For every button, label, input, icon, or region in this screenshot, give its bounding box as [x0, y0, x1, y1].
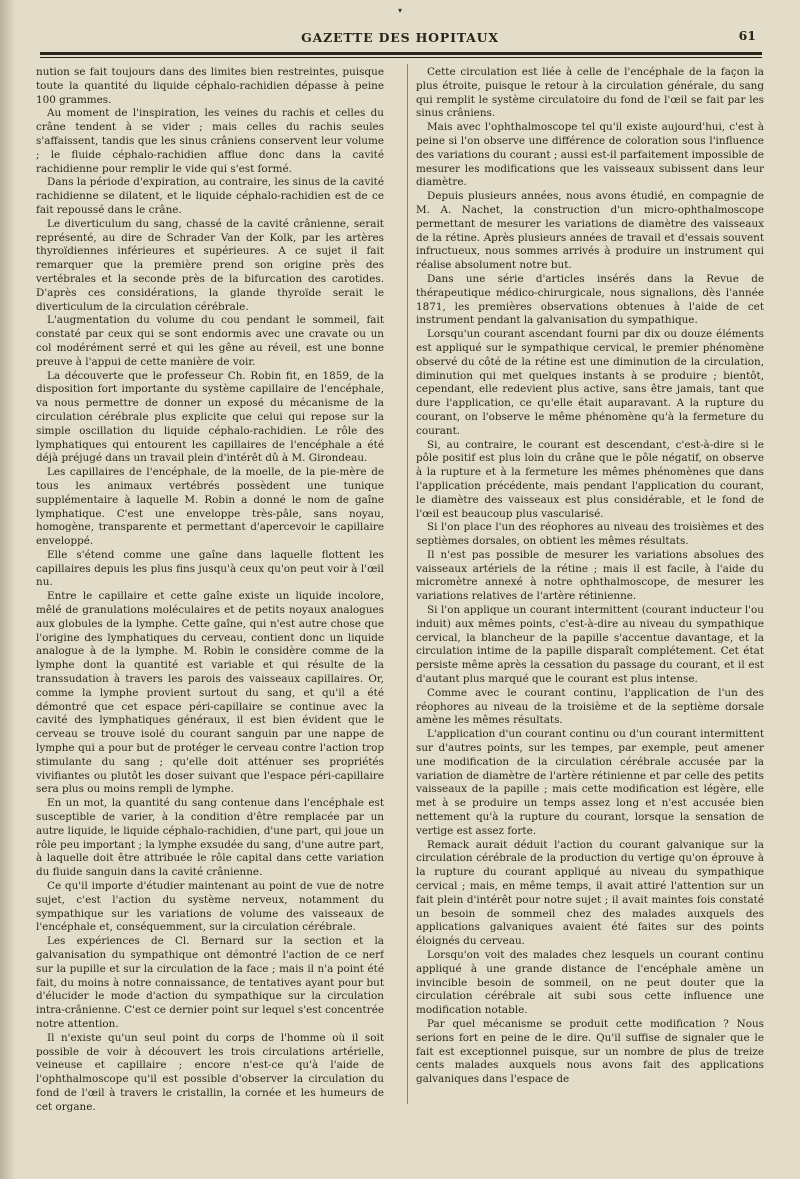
running-title: GAZETTE DES HOPITAUX [301, 30, 499, 45]
paragraph: Dans la période d'expiration, au contraire, les sinus de la cavité rachidienne se dilatent, et le liquide céphalo-rachidien est de ce fait repoussé dans le crâne. [36, 176, 384, 216]
right-column [416, 66, 764, 1116]
paragraph: Si l'on applique un courant intermittent (courant inducteur l'ou induit) aux mêmes points, c'est-à-dire au niveau du sympathique cervical, la blancheur de la papille s'accentue davantage, et la circulation intime de la papille disparaît complétement. Cet état persiste même après la cessation du passage du courant, et il est d'autant plus marqué que le courant est plus intense. [416, 604, 764, 686]
paragraph: Lorsqu'on voit des malades chez lesquels un courant continu appliqué à une grande distance de l'encéphale amène un invincible besoin de sommeil, on ne peut douter que la circulation cérébrale ait subi sous cette influence une modification notable. [416, 949, 764, 1017]
paragraph: nution se fait toujours dans des limites bien restreintes, puisque toute la quantité du liquide céphalo-rachidien dépasse à peine 100 grammes. [36, 66, 384, 106]
paragraph: Remack aurait déduit l'action du courant galvanique sur la circulation cérébrale de la production du vertige qu'on éprouve à la rupture du courant appliqué au niveau du sympathique cervical ; mais, en même temps, il avait attiré l'attention sur un fait plein d'intérêt pour notre sujet ; il avait maintes fois constaté un besoin de sommeil chez des malades auxquels des applications galvaniques avaient été faites sur des points éloignés du cerveau. [416, 838, 764, 948]
paragraph: Le diverticulum du sang, chassé de la cavité crânienne, serait représenté, au dire de Schrader Van der Kolk, par les artères thyroïdiennes inférieures et supérieures. A ce sujet il fait remarquer que la première prend son origine près des vertébrales et la seconde près de la bifurcation des carotides. D'après ces considérations, la glande thyroïde serait le diverticulum de la circulation cérébrale. [36, 217, 384, 313]
paragraph: Elle s'étend comme une gaîne dans laquelle flottent les capillaires depuis les plus fins jusqu'à ceux qu'on peut voir à l'œil nu. [36, 548, 384, 589]
paragraph: Lorsqu'un courant ascendant fourni par dix ou douze éléments est appliqué sur le sympathique cervical, le premier phénomène observé du côté de la rétine est une diminution de la circulation, diminution qui met quelques instants à se produire ; bientôt, cependant, elle redevient plus active, sans être jamais, tant que dure l'application, ce qu'elle était auparavant. A la rupture du courant, on l'observe le même phénomène qu'à la fermeture du courant. [416, 328, 764, 437]
page-number: 61 [738, 28, 756, 43]
paragraph: Si, au contraire, le courant est descendant, c'est-à-dire si le pôle positif est plus loin du crâne que le pôle négatif, on observe à la rupture et à la fermeture les mêmes phénomènes que dans l'application précédente, mais pendant l'application du courant, le diamètre des vaisseaux est plus considérable, et le fond de l'œil est beaucoup plus vascularisé. [416, 438, 764, 520]
page-header [40, 22, 760, 48]
paragraph: Les capillaires de l'encéphale, de la moelle, de la pie-mère de tous les animaux vertébrés possèdent une tunique supplémentaire à laquelle M. Robin a donné le nom de gaîne lymphatique. C'est une enveloppe très-pâle, sans noyau, homogène, transparente et permettant d'apercevoir le capillaire enveloppé. [36, 466, 384, 548]
paragraph: Au moment de l'inspiration, les veines du rachis et celles du crâne tendent à se vider ; mais celles du rachis seules s'affaissent, tandis que les sinus crâniens conservent leur volume ; le fluide céphalo-rachidien afflue donc dans la cavité rachidienne pour remplir le vide qui s'est formé. [36, 107, 384, 175]
header-rule-thick [40, 52, 762, 55]
paragraph: Comme avec le courant continu, l'application de l'un des réophores au niveau de la troisième et de la septième dorsale amène les mêmes résultats. [416, 686, 764, 727]
header-rule-thin [40, 57, 762, 58]
paragraph: En un mot, la quantité du sang contenue dans l'encéphale est susceptible de varier, à la condition d'être remplacée par un autre liquide, le liquide céphalo-rachidien, d'une part, qui joue un rôle peu important ; la lymphe exsudée du sang, d'une autre part, à laquelle doit être attribuée le rôle capital dans cette variation du fluide sanguin dans la cavité crânienne. [36, 797, 384, 879]
left-column [36, 66, 384, 1116]
printer-mark: ▾ [398, 6, 403, 15]
page-edge-shadow [0, 0, 16, 1179]
paragraph: Si l'on place l'un des réophores au niveau des troisièmes et des septièmes dorsales, on obtient les mêmes résultats. [416, 521, 764, 548]
paragraph: Par quel mécanisme se produit cette modification ? Nous serions fort en peine de le dire. Qu'il suffise de signaler que le fait est exceptionnel puisque, sur un nombre de plus de treize cents malades auxquels nous avons fait des applications galvaniques dans l'espace de [416, 1017, 764, 1086]
paragraph: La découverte que le professeur Ch. Robin fit, en 1859, de la disposition fort importante du système capillaire de l'encéphale, va nous permettre de donner un exposé du mécanisme de la circulation cérébrale plus explicite que celui qui repose sur la simple oscillation du liquide céphalo-rachidien. Le rôle des lymphatiques qui entourent les capillaires de l'encéphale a été déjà préjugé dans un travail plein d'intérêt dû à M. Girondeau. [36, 369, 384, 465]
paragraph: Cette circulation est liée à celle de l'encéphale de la façon la plus étroite, puisque le retour à la circulation générale, du sang qui remplit le système circulatoire du fond de l'œil se fait par les sinus crâniens. [416, 66, 764, 120]
paragraph: Entre le capillaire et cette gaîne existe un liquide incolore, mêlé de granulations moléculaires et de petits noyaux analogues aux globules de la lymphe. Cette gaîne, qui n'est autre chose que l'origine des lymphatiques du cerveau, contient donc un liquide analogue à de la lymphe. M. Robin le considère comme de la lymphe dont la quantité est variable et qui résulte de la transsudation à travers les parois des vaisseaux capillaires. Or, comme la lymphe provient surtout du sang, et qu'il a été démontré que cet espace péri-capillaire se continue avec la cavité des lymphatiques généraux, il est bien évident que le cerveau se trouve isolé du courant sanguin par une nappe de lymphe qui a pour but de protéger le cerveau contre l'action trop stimulante du sang ; qu'elle doit atténuer ses propriétés vivifiantes ou plutôt les doser suivant que l'espace péri-capillaire sera plus ou moins rempli de lymphe. [36, 590, 384, 796]
paragraph: Mais avec l'ophthalmoscope tel qu'il existe aujourd'hui, c'est à peine si l'on observe une différence de coloration sous l'influence des variations du courant ; aussi est-il parfaitement impossible de mesurer les modifications que les vaisseaux subissent dans leur diamètre. [416, 121, 764, 189]
paragraph: Dans une série d'articles insérés dans la Revue de thérapeutique médico-chirurgicale, nous signalions, dès l'année 1871, les premières observations obtenues à l'aide de cet instrument pendant la galvanisation du sympathique. [416, 272, 764, 327]
paragraph: Les expériences de Cl. Bernard sur la section et la galvanisation du sympathique ont démontré l'action de ce nerf sur la pupille et sur la circulation de la face ; mais il n'a point été fait, du moins à notre connaissance, de tentatives ayant pour but d'élucider le mode d'action du sympathique sur la circulation intra-crânienne. C'est ce dernier point sur lequel s'est concentrée notre attention. [36, 935, 384, 1030]
paragraph: Il n'est pas possible de mesurer les variations absolues des vaisseaux artériels de la rétine ; mais il est facile, à l'aide du micromètre annexé à notre ophthalmoscope, de mesurer les variations relatives de l'artère rétinienne. [416, 548, 764, 603]
paragraph: Il n'existe qu'un seul point du corps de l'homme où il soit possible de voir à découvert les trois circulations artérielle, veineuse et capillaire ; encore n'est-ce qu'à l'aide de l'ophthalmoscope qu'il est possible d'observer la circulation du fond de l'œil à travers le cristallin, la cornée et les humeurs de cet organe. [36, 1031, 384, 1113]
paragraph: L'augmentation du volume du cou pendant le sommeil, fait constaté par ceux qui se sont endormis avec une cravate ou un col modérément serré et qui les gêne au réveil, est une bonne preuve à l'appui de cette manière de voir. [36, 314, 384, 368]
paragraph: L'application d'un courant continu ou d'un courant intermittent sur d'autres points, sur les tempes, par exemple, peut amener une modification de la circulation cérébrale accusée par la variation de diamètre de l'artère rétinienne et par celle des petits vaisseaux de la papille ; mais cette modification est légère, elle met à se produire un temps assez long et n'est accusée bien nettement qu'à la rupture du courant, lorsque la sensation de vertige est assez forte. [416, 728, 764, 837]
paragraph: Ce qu'il importe d'étudier maintenant au point de vue de notre sujet, c'est l'action du système nerveux, notamment du sympathique sur les variations de volume des vaisseaux de l'encéphale et, conséquemment, sur la circulation cérébrale. [36, 880, 384, 934]
paragraph: Depuis plusieurs années, nous avons étudié, en compagnie de M. A. Nachet, la construction d'un micro-ophthalmoscope permettant de mesurer les variations de diamètre des vaisseaux de la rétine. Après plusieurs années de travail et d'essais souvent infructueux, nous sommes arrivés à produire un instrument qui réalise absolument notre but. [416, 190, 764, 272]
column-divider [407, 64, 408, 1104]
